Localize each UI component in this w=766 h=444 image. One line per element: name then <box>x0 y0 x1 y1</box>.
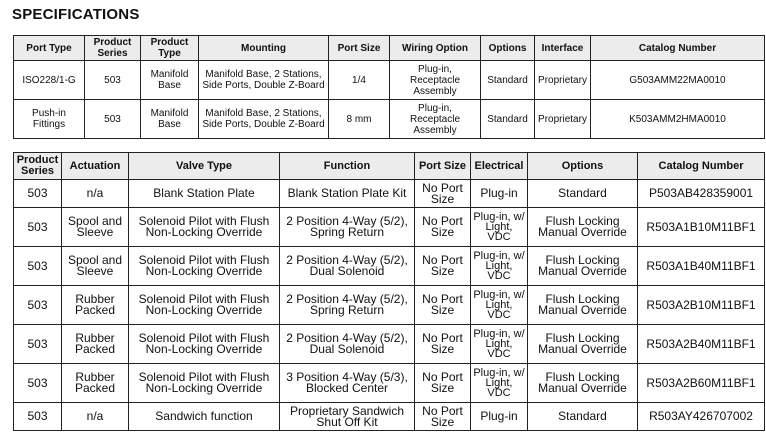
cell-valve-type: Blank Station Plate <box>129 180 280 208</box>
cell-catalog-number: R503A1B40M11BF1 <box>638 247 765 286</box>
cell-electrical: Plug-in, w/ Light, VDC <box>471 325 528 364</box>
table-header-row <box>14 153 765 180</box>
cell-valve-type: Sandwich function <box>129 403 280 431</box>
cell-wiring-option: Plug-in, Receptacle Assembly <box>390 61 481 100</box>
cell-product-series: 503 <box>85 100 141 139</box>
cell-options: Flush Locking Manual Override <box>528 286 638 325</box>
cell-wiring-option: Plug-in, Receptacle Assembly <box>390 100 481 139</box>
cell-actuation: Spool and Sleeve <box>62 247 129 286</box>
cell-function: 2 Position 4-Way (5/2), Spring Return <box>280 208 415 247</box>
header-options: Options <box>528 153 638 180</box>
cell-catalog-number: P503AB428359001 <box>638 180 765 208</box>
cell-options: Standard <box>481 100 535 139</box>
cell-catalog-number: R503A2B60M11BF1 <box>638 364 765 403</box>
header-valve-type: Valve Type <box>129 153 280 180</box>
cell-actuation: n/a <box>62 180 129 208</box>
cell-interface: Proprietary <box>535 61 591 100</box>
cell-catalog-number: R503A2B10M11BF1 <box>638 286 765 325</box>
cell-function: 2 Position 4-Way (5/2), Dual Solenoid <box>280 247 415 286</box>
cell-port-size: No Port Size <box>415 364 471 403</box>
cell-function: 3 Position 4-Way (5/3), Blocked Center <box>280 364 415 403</box>
cell-options: Flush Locking Manual Override <box>528 247 638 286</box>
header-port-type: Port Type <box>14 36 85 61</box>
header-port-size: Port Size <box>415 153 471 180</box>
cell-electrical: Plug-in, w/ Light, VDC <box>471 364 528 403</box>
cell-valve-type: Solenoid Pilot with Flush Non-Locking Override <box>129 286 280 325</box>
cell-function: 2 Position 4-Way (5/2), Spring Return <box>280 286 415 325</box>
page-title: SPECIFICATIONS <box>12 6 140 23</box>
cell-actuation: Rubber Packed <box>62 286 129 325</box>
header-options: Options <box>481 36 535 61</box>
cell-port-size: No Port Size <box>415 180 471 208</box>
header-electrical: Electrical <box>471 153 528 180</box>
cell-product-series: 503 <box>85 61 141 100</box>
header-product-type: Product Type <box>141 36 199 61</box>
header-mounting: Mounting <box>199 36 329 61</box>
table-header-row <box>14 36 765 61</box>
cell-valve-type: Solenoid Pilot with Flush Non-Locking Override <box>129 364 280 403</box>
table-row <box>14 100 765 139</box>
cell-catalog-number: G503AMM22MA0010 <box>591 61 765 100</box>
cell-options: Flush Locking Manual Override <box>528 208 638 247</box>
cell-actuation: Rubber Packed <box>62 364 129 403</box>
header-wiring-option: Wiring Option <box>390 36 481 61</box>
cell-port-size: No Port Size <box>415 403 471 431</box>
cell-product-series: 503 <box>14 364 62 403</box>
table-row <box>14 364 765 403</box>
cell-mounting: Manifold Base, 2 Stations, Side Ports, Double Z-Board <box>199 61 329 100</box>
cell-electrical: Plug-in, w/ Light, VDC <box>471 247 528 286</box>
cell-product-series: 503 <box>14 325 62 364</box>
table-row <box>14 180 765 208</box>
cell-options: Standard <box>528 180 638 208</box>
cell-actuation: n/a <box>62 403 129 431</box>
table-row <box>14 403 765 431</box>
header-product-series: Product Series <box>85 36 141 61</box>
cell-valve-type: Solenoid Pilot with Flush Non-Locking Override <box>129 208 280 247</box>
cell-port-size: 8 mm <box>329 100 390 139</box>
cell-product-series: 503 <box>14 208 62 247</box>
cell-mounting: Manifold Base, 2 Stations, Side Ports, Double Z-Board <box>199 100 329 139</box>
header-interface: Interface <box>535 36 591 61</box>
cell-actuation: Spool and Sleeve <box>62 208 129 247</box>
cell-port-type: ISO228/1-G <box>14 61 85 100</box>
table-row <box>14 325 765 364</box>
cell-electrical: Plug-in, w/ Light, VDC <box>471 286 528 325</box>
table-row <box>14 247 765 286</box>
cell-options: Standard <box>528 403 638 431</box>
cell-electrical: Plug-in, w/ Light, VDC <box>471 208 528 247</box>
cell-catalog-number: K503AMM2HMA0010 <box>591 100 765 139</box>
table-row <box>14 208 765 247</box>
cell-valve-type: Solenoid Pilot with Flush Non-Locking Override <box>129 247 280 286</box>
header-actuation: Actuation <box>62 153 129 180</box>
cell-options: Standard <box>481 61 535 100</box>
cell-catalog-number: R503AY426707002 <box>638 403 765 431</box>
header-catalog-number: Catalog Number <box>638 153 765 180</box>
cell-port-size: No Port Size <box>415 208 471 247</box>
cell-product-series: 503 <box>14 403 62 431</box>
table-row <box>14 286 765 325</box>
cell-function: Proprietary Sandwich Shut Off Kit <box>280 403 415 431</box>
header-port-size: Port Size <box>329 36 390 61</box>
header-function: Function <box>280 153 415 180</box>
cell-options: Flush Locking Manual Override <box>528 364 638 403</box>
cell-valve-type: Solenoid Pilot with Flush Non-Locking Override <box>129 325 280 364</box>
cell-port-size: No Port Size <box>415 325 471 364</box>
cell-function: Blank Station Plate Kit <box>280 180 415 208</box>
cell-function: 2 Position 4-Way (5/2), Dual Solenoid <box>280 325 415 364</box>
cell-product-series: 503 <box>14 286 62 325</box>
cell-actuation: Rubber Packed <box>62 325 129 364</box>
table-row <box>14 61 765 100</box>
cell-product-series: 503 <box>14 247 62 286</box>
cell-port-size: No Port Size <box>415 286 471 325</box>
cell-electrical: Plug-in <box>471 403 528 431</box>
header-product-series: Product Series <box>14 153 62 180</box>
cell-port-size: 1/4 <box>329 61 390 100</box>
cell-port-type: Push-in Fittings <box>14 100 85 139</box>
cell-catalog-number: R503A1B10M11BF1 <box>638 208 765 247</box>
cell-catalog-number: R503A2B40M11BF1 <box>638 325 765 364</box>
cell-port-size: No Port Size <box>415 247 471 286</box>
valve-manifold-spec-table <box>13 35 765 139</box>
cell-interface: Proprietary <box>535 100 591 139</box>
header-catalog-number: Catalog Number <box>591 36 765 61</box>
valve-spec-table <box>13 152 765 431</box>
cell-product-type: Manifold Base <box>141 61 199 100</box>
cell-options: Flush Locking Manual Override <box>528 325 638 364</box>
cell-electrical: Plug-in <box>471 180 528 208</box>
cell-product-series: 503 <box>14 180 62 208</box>
cell-product-type: Manifold Base <box>141 100 199 139</box>
